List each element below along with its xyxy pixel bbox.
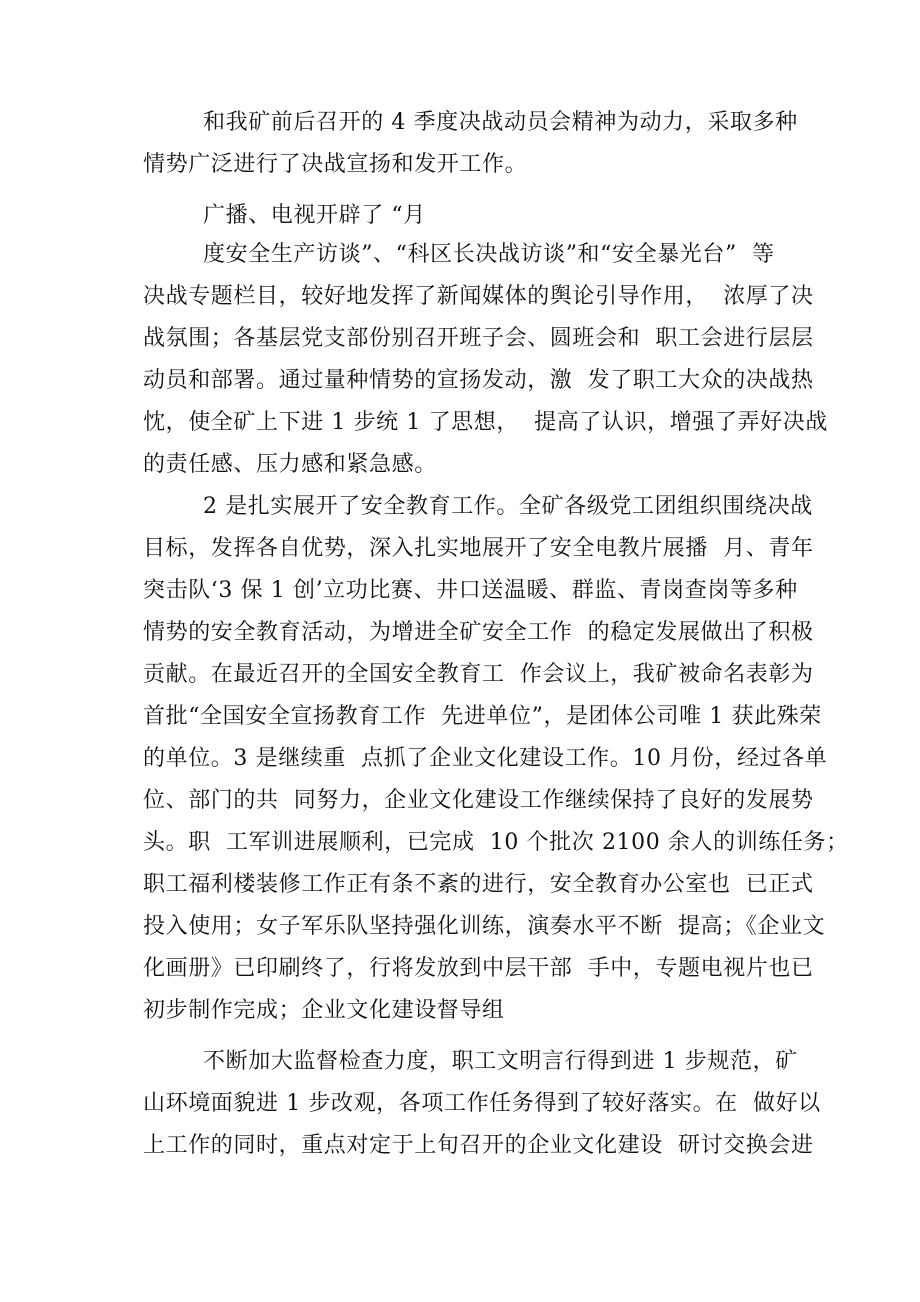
paragraph-line-24: 山环境面貌进 1 步改观，各项工作任务得到了较好落实。在 做好以 (143, 1091, 821, 1116)
paragraph-line-11: 目标，发挥各自优势，深入扎实地展开了安全电教片展播 月、青年 (143, 536, 814, 561)
paragraph-line-18: 头。职 工军训进展顺利，已完成 10 个批次 2100 余人的训练任务； (143, 830, 849, 855)
paragraph-line-10: 2 是扎实展开了安全教育工作。全矿各级党工团组织围绕决战 (203, 494, 813, 519)
paragraph-line-21: 化画册》已印刷终了，行将发放到中层干部 手中，专题电视片也已 (143, 956, 814, 981)
paragraph-line-5: 决战专题栏目，较好地发挥了新闻媒体的舆论引导作用， 浓厚了决 (143, 284, 814, 309)
paragraph-line-14: 贡献。在最近召开的全国安全教育工 作会议上，我矿被命名表彰为 (143, 662, 814, 687)
paragraph-line-17: 位、部门的共 同努力，企业文化建设工作继续保持了良好的发展势 (143, 788, 814, 813)
paragraph-line-4: 度安全生产访谈”、“科区长决战访谈”和“安全暴光台” 等 (203, 242, 775, 267)
paragraph-line-3: 广播、电视开辟了 “月 (203, 203, 426, 228)
paragraph-line-7: 动员和部署。通过量种情势的宣扬发动，激 发了职工大众的决战热 (143, 368, 814, 393)
paragraph-line-16: 的单位。3 是继续重 点抓了企业文化建设工作。10 月份，经过各单 (143, 746, 828, 771)
paragraph-line-8: 忱，使全矿上下进 1 步统 1 了思想， 提高了认识，增强了弄好决战 (143, 410, 828, 435)
paragraph-line-15: 首批“全国安全宣扬教育工作 先进单位”，是团体公司唯 1 获此殊荣 (143, 704, 822, 729)
paragraph-line-2: 情势广泛进行了决战宣扬和发开工作。 (143, 152, 528, 177)
paragraph-line-19: 职工福利楼装修工作正有条不紊的进行，安全教育办公室也 已正式 (143, 872, 814, 897)
paragraph-line-23: 不断加大监督检查力度，职工文明言行得到进 1 步规范，矿 (203, 1049, 798, 1074)
paragraph-line-9: 的责任感、压力感和紧急感。 (143, 452, 437, 477)
paragraph-line-20: 投入使用；女子军乐队坚持强化训练，演奏水平不断 提高；《企业文 (143, 914, 826, 939)
paragraph-line-13: 情势的安全教育活动，为增进全矿安全工作 的稳定发展做出了积极 (143, 620, 814, 645)
paragraph-line-1: 和我矿前后召开的 4 季度决战动员会精神为动力，采取多种 (203, 110, 798, 135)
paragraph-line-6: 战氛围；各基层党支部份别召开班子会、圆班会和 职工会进行层层 (143, 326, 814, 351)
paragraph-line-25: 上工作的同时，重点对定于上旬召开的企业文化建设 研讨交换会进 (143, 1133, 814, 1158)
paragraph-line-22: 初步制作完成；企业文化建设督导组 (143, 998, 505, 1023)
paragraph-line-12: 突击队‘3 保 1 创’立功比赛、井口送温暖、群监、青岗查岗等多种 (143, 578, 798, 603)
